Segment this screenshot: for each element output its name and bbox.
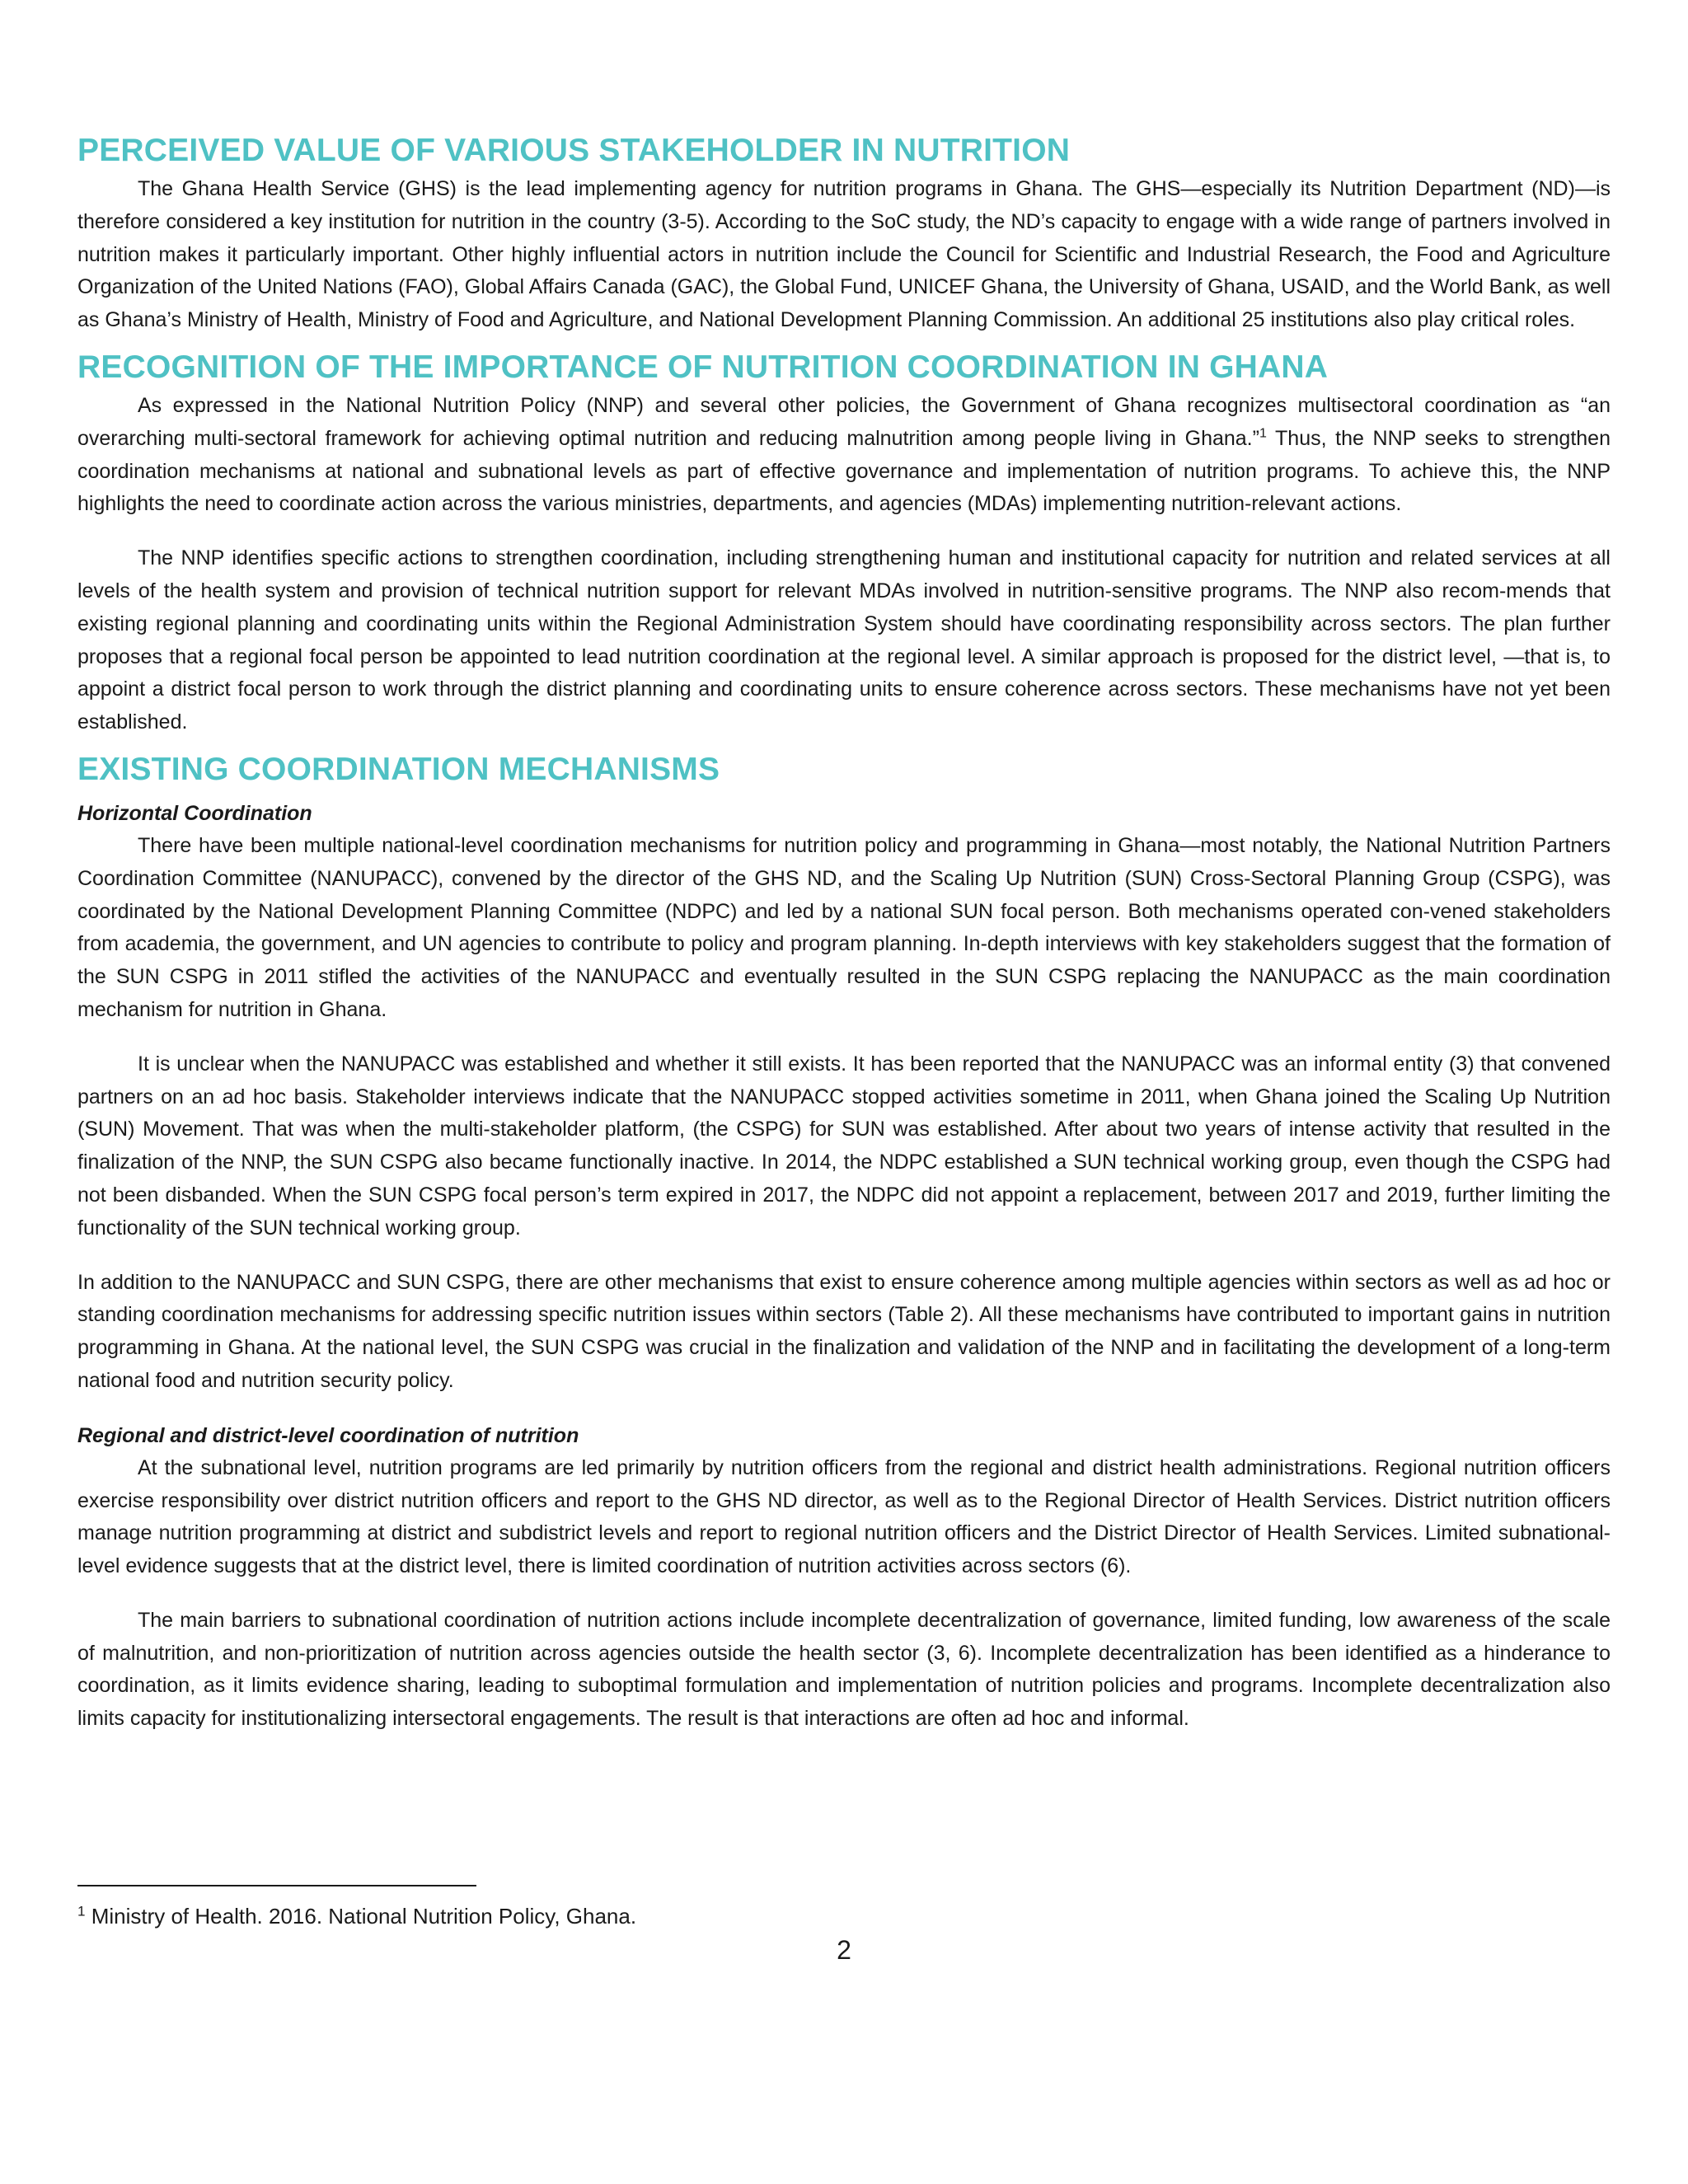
footnote-reference[interactable]: 1	[1259, 426, 1267, 441]
footnote	[77, 1904, 636, 1929]
footnote-text: Ministry of Health. 2016. National Nutrition Policy, Ghana.	[85, 1904, 637, 1929]
section-heading-perceived-value: PERCEIVED VALUE OF VARIOUS STAKEHOLDER IN NUTRITION	[77, 133, 1071, 168]
document-page	[77, 132, 1611, 1757]
paragraph-ghs-lead: The Ghana Health Service (GHS) is the lead implementing agency for nutrition programs in Ghana. The GHS—especially its Nutrition Department (ND)—is therefore considered a key institution for nutrition in the country (3-5). According to the SoC study, the ND’s capacity to engage with a wide range of partners involved in nutrition makes it particularly important. Other highly influential actors in nutrition include the Council for Scientific and Industrial Research, the Food and Agriculture Organization of the United Nations (FAO), Global Affairs Canada (GAC), the Global Fund, UNICEF Ghana, the University of Ghana, USAID, and the World Bank, as well as Ghana’s Ministry of Health, Ministry of Food and Agriculture, and National Development Planning Commission. An additional 25 institutions also play critical roles.	[77, 177, 1611, 332]
paragraph-subnational-level: At the subnational level, nutrition programs are led primarily by nutrition officers from the regional and district health administrations. Regional nutrition officers exercise responsibility over district nutrition officers and report to the GHS ND director, as well as to the Regional Director of Health Services. District nutrition officers manage nutrition programming at district and subdistrict levels and report to regional nutrition officers and the District Director of Health Services. Limited subnational-level evidence suggests that at the district level, there is limited coordination of nutrition activities across sectors (6).	[77, 1455, 1611, 1578]
nnp-followup-text: Thus, the NNP seeks to strengthen coordination mechanisms at national and subnational levels as part of effective governance and implementation of nutrition programs. To achieve this, the NNP highlights the need to coordinate action across the various ministries, departments, and agencies (MDAs) implementing nutrition-relevant actions.	[77, 426, 1611, 516]
footnote-divider	[77, 1885, 476, 1886]
page-number: 2	[837, 1935, 851, 1965]
subheading-regional-district: Regional and district-level coordination of nutrition	[77, 1423, 579, 1447]
paragraph-nnp-actions: The NNP identifies specific actions to strengthen coordination, including strengthening human and institutional capacity for nutrition and related services at all levels of the health system and provision of technical nutrition support for relevant MDAs involved in nutrition-sensitive programs. The NNP also recom-mends that existing regional planning and coordinating units within the Regional Administration System should have coordinating responsibility across sectors. The plan further proposes that a regional focal person be appointed to lead nutrition coordination at the regional level. A similar approach is proposed for the district level, —that is, to appoint a district focal person to work through the district planning and coordinating units to ensure coherence across sectors. These mechanisms have not yet been established.	[77, 546, 1611, 734]
paragraph-main-barriers: The main barriers to subnational coordination of nutrition actions include incomplete decentralization of governance, limited funding, low awareness of the scale of malnutrition, and non-prioritization of nutrition across agencies outside the health sector (3, 6). Incomplete decentralization has been identified as a hinderance to coordination, as it limits evidence sharing, leading to suboptimal formulation and implementation of nutrition policies and programs. Incomplete decentralization also limits capacity for institutionalizing intersectoral engagements. The result is that interactions are often ad hoc and informal.	[77, 1608, 1611, 1731]
paragraph-other-mechanisms: In addition to the NANUPACC and SUN CSPG, there are other mechanisms that exist to ensure coherence among multiple agencies within sectors as well as ad hoc or standing coordination mechanisms for addressing specific nutrition issues within sectors (Table 2). All these mechanisms have contributed to important gains in nutrition programming in Ghana. At the national level, the SUN CSPG was crucial in the finalization and validation of the NNP and in facilitating the development of a long-term national food and nutrition security policy.	[77, 1270, 1611, 1392]
paragraph-nnp-expressed	[77, 390, 1611, 521]
paragraph-national-mechanisms: There have been multiple national-level coordination mechanisms for nutrition policy and programming in Ghana—most notably, the National Nutrition Partners Coordination Committee (NANUPACC), convened by the director of the GHS ND, and the Scaling Up Nutrition (SUN) Cross-Sectoral Planning Group (CSPG), was coordinated by the National Development Planning Committee (NDPC) and led by a national SUN focal person. Both mechanisms operated con-vened stakeholders from academia, the government, and UN agencies to contribute to policy and program planning. In-depth interviews with key stakeholders suggest that the formation of the SUN CSPG in 2011 stifled the activities of the NANUPACC and eventually resulted in the SUN CSPG replacing the NANUPACC as the main coordination mechanism for nutrition in Ghana.	[77, 833, 1611, 1021]
nnp-quote-text: As expressed in the National Nutrition Policy (NNP) and several other policies, the Government of Ghana recognizes multisectoral coordination as “an overarching multi-sectoral framework for achieving optimal nutrition and reducing malnutrition among people living in Ghana.”	[77, 393, 1611, 450]
section-heading-recognition: RECOGNITION OF THE IMPORTANCE OF NUTRITION COORDINATION IN GHANA	[77, 349, 1329, 385]
subheading-horizontal-coordination: Horizontal Coordination	[77, 801, 312, 825]
paragraph-nanupacc-unclear: It is unclear when the NANUPACC was established and whether it still exists. It has been reported that the NANUPACC was an informal entity (3) that convened partners on an ad hoc basis. Stakeholder interviews indicate that the NANUPACC stopped activities sometime in 2011, when Ghana joined the Scaling Up Nutrition (SUN) Movement. That was when the multi-stakeholder platform, (the CSPG) for SUN was established. After about two years of intense activity that resulted in the finalization of the NNP, the SUN CSPG also became functionally inactive. In 2014, the NDPC established a SUN technical working group, even though the CSPG had not been disbanded. When the SUN CSPG focal person’s term expired in 2017, the NDPC did not appoint a replacement, between 2017 and 2019, further limiting the functionality of the SUN technical working group.	[77, 1052, 1611, 1240]
footnote-marker: 1	[77, 1903, 86, 1919]
section-heading-existing-mechanisms: EXISTING COORDINATION MECHANISMS	[77, 751, 720, 787]
